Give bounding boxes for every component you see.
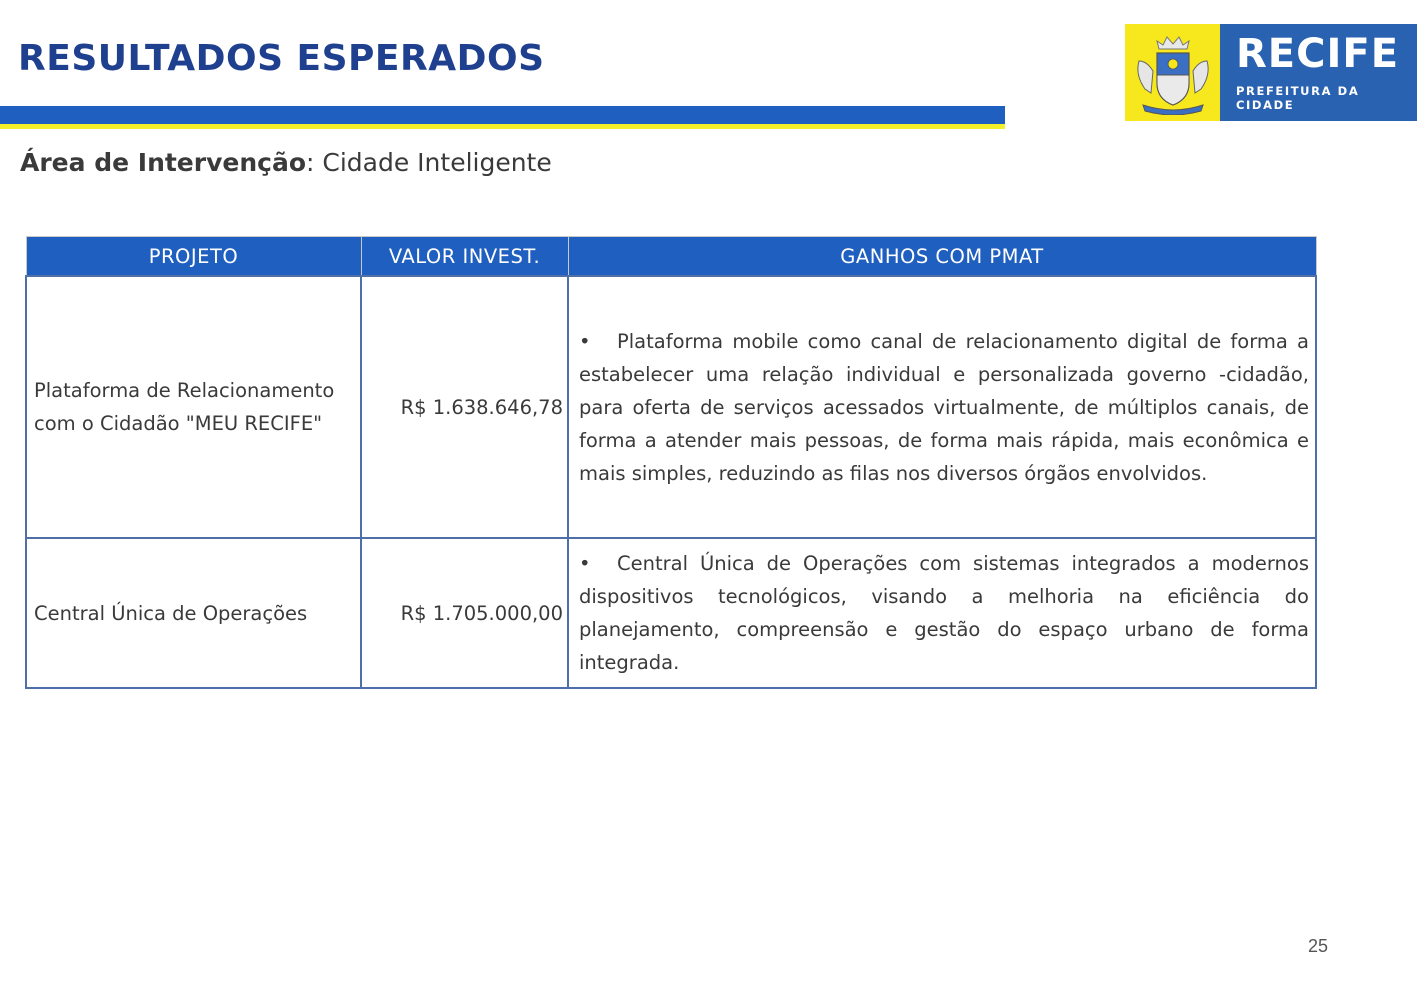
ganhos-cell (568, 276, 1316, 538)
header-projeto: PROJETO (26, 237, 361, 277)
projeto-cell: Central Única de Operações (26, 538, 361, 688)
page-title: RESULTADOS ESPERADOS (18, 38, 545, 79)
ganhos-text: Plataforma mobile como canal de relacionamento digital de forma a estabelecer uma relação individual e personalizada governo -cidadão, para oferta de serviços acessados virtualmente, de múltiplos canais, de forma a atender mais pessoas, de forma mais rápida, mais econômica e mais simples, reduzindo as filas nos diversos órgãos envolvidos. (579, 329, 1309, 485)
ganhos-cell (568, 538, 1316, 688)
header-ganhos-pmat: GANHOS COM PMAT (568, 237, 1316, 277)
table-header-row (26, 237, 1316, 277)
logo-subtitle: PREFEITURA DA CIDADE (1236, 83, 1360, 112)
ganhos-text: Central Única de Operações com sistemas integrados a modernos dispositivos tecnológicos, visando a melhoria na eficiência do planejamento, compreensão e gestão do espaço urbano de forma integrada. (579, 552, 1309, 674)
valor-cell: R$ 1.638.646,78 (361, 276, 568, 538)
header-yellow-bar (0, 124, 1005, 129)
logo-text-block (1220, 24, 1417, 121)
header-valor-invest: VALOR INVEST. (361, 237, 568, 277)
header-blue-bar (0, 106, 1005, 124)
table-row (26, 538, 1316, 688)
bullet-icon: • (579, 329, 591, 353)
valor-cell: R$ 1.705.000,00 (361, 538, 568, 688)
intervention-area (20, 148, 552, 177)
coat-of-arms-icon (1125, 24, 1220, 121)
projeto-cell: Plataforma de Relacionamento com o Cidadão "MEU RECIFE" (26, 276, 361, 538)
page-number: 25 (1308, 936, 1329, 956)
logo-name: RECIFE (1236, 30, 1400, 77)
table-row (26, 276, 1316, 538)
intervention-area-value: : Cidade Inteligente (306, 148, 552, 177)
intervention-area-label: Área de Intervenção (20, 148, 307, 177)
bullet-icon: • (579, 552, 591, 575)
recife-logo (1125, 24, 1417, 121)
results-table (25, 236, 1317, 689)
